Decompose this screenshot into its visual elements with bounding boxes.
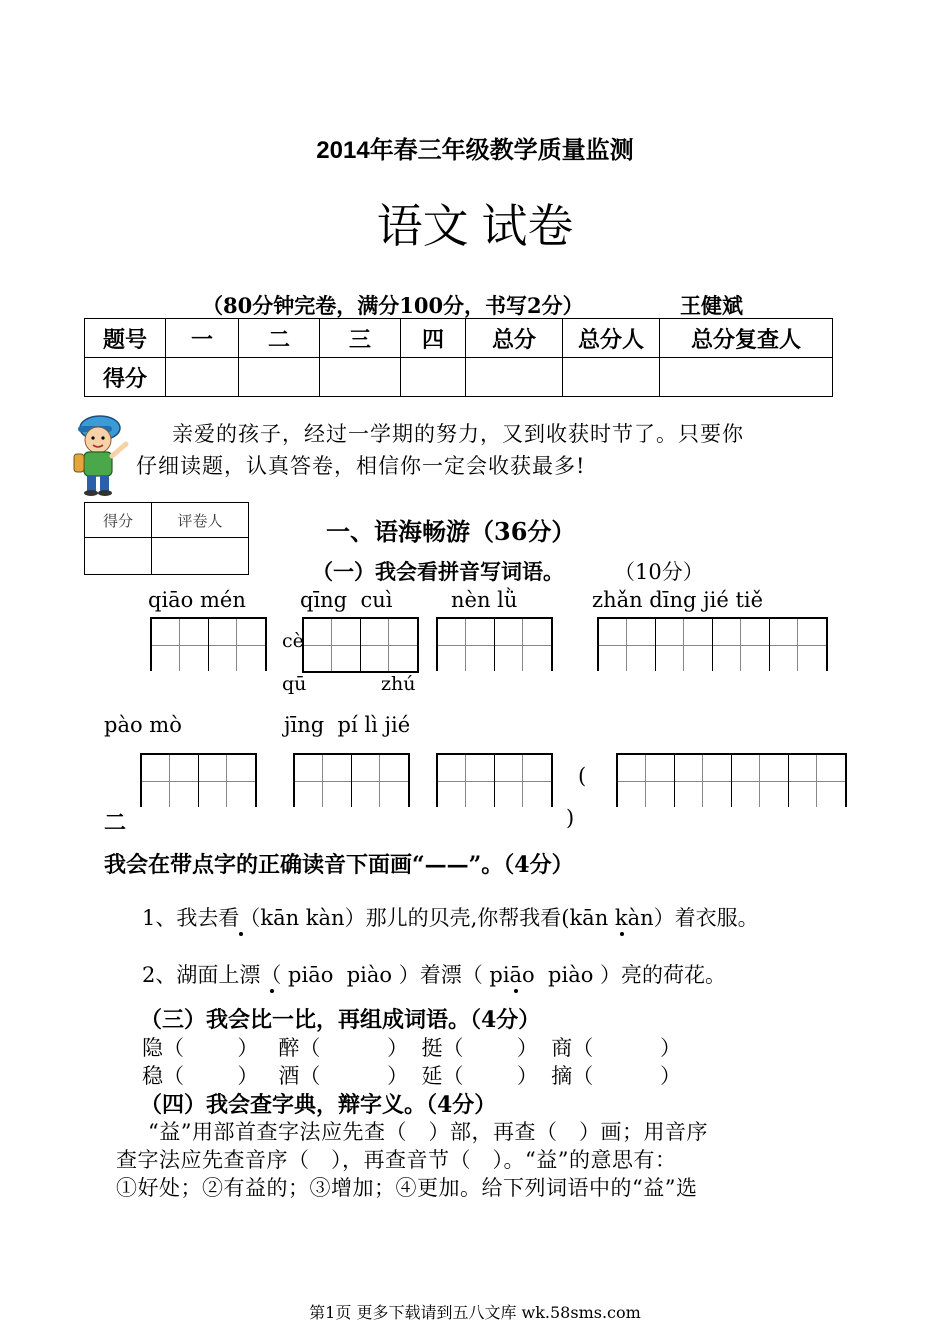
score-table-header: 题号 bbox=[85, 319, 166, 358]
score-col-total: 总分 bbox=[466, 319, 563, 358]
char-box[interactable] bbox=[495, 619, 551, 671]
answer-boxes-zhan-ding-jie-tie[interactable] bbox=[597, 617, 828, 671]
intro-line-2: 仔细读题，认真答卷，相信你一定会收获最多! bbox=[136, 454, 586, 478]
answer-boxes-qiao-men[interactable] bbox=[150, 617, 267, 671]
char-box[interactable] bbox=[352, 755, 408, 807]
char-box[interactable] bbox=[438, 755, 495, 807]
boy-mascot-illustration bbox=[66, 410, 136, 496]
part-2-title: 我会在带点字的正确读音下面画“——”。（4分） bbox=[104, 852, 574, 878]
score-table bbox=[84, 318, 833, 397]
char-box[interactable] bbox=[142, 755, 199, 807]
char-box[interactable] bbox=[713, 619, 770, 671]
answer-boxes-qing-cui[interactable] bbox=[302, 617, 419, 673]
pinyin-zhu: zhú bbox=[381, 673, 416, 695]
score-cell[interactable] bbox=[660, 358, 833, 397]
score-cell[interactable] bbox=[466, 358, 563, 397]
question-2-1: 1、我去看（kān kàn）那儿的贝壳,你帮我看(kān kàn）着衣服。 bbox=[142, 906, 759, 930]
score-cell[interactable] bbox=[563, 358, 660, 397]
char-box[interactable] bbox=[304, 619, 361, 671]
score-row-label: 得分 bbox=[85, 358, 166, 397]
char-box[interactable] bbox=[789, 755, 845, 807]
char-box[interactable] bbox=[770, 619, 826, 671]
intro-line-1: 亲爱的孩子，经过一学期的努力，又到收获时节了。只要你 bbox=[172, 422, 744, 446]
pinyin-pao-mo: pào mò bbox=[104, 713, 182, 737]
part-4-line-2: 查字法应先查音序（ ），再查音节（ ）。“益”的意思有： bbox=[116, 1148, 677, 1172]
score-col-1: 一 bbox=[166, 319, 239, 358]
answer-boxes-nen-lv[interactable] bbox=[436, 617, 553, 671]
char-box[interactable] bbox=[618, 755, 675, 807]
question-2-2: 2、湖面上漂（ piāo piào ）着漂（ piāo piào ）亮的荷花。 bbox=[142, 963, 727, 987]
pinyin-zhan-ding-jie-tie: zhǎn dīng jié tiě bbox=[592, 588, 764, 612]
grader-name-cell[interactable] bbox=[152, 538, 249, 575]
score-col-2: 二 bbox=[239, 319, 320, 358]
char-box[interactable] bbox=[675, 755, 732, 807]
score-cell[interactable] bbox=[320, 358, 401, 397]
answer-boxes-pi[interactable] bbox=[436, 753, 553, 807]
grader-name-label: 评卷人 bbox=[152, 503, 249, 538]
char-box[interactable] bbox=[599, 619, 656, 671]
grader-score-label: 得分 bbox=[85, 503, 152, 538]
char-box[interactable] bbox=[495, 755, 551, 807]
char-box[interactable] bbox=[656, 619, 713, 671]
pinyin-qing-cui: qīng cuì bbox=[300, 588, 393, 612]
char-box[interactable] bbox=[152, 619, 209, 671]
answer-boxes-li-jie[interactable] bbox=[616, 753, 847, 807]
pinyin-ce: cè bbox=[282, 630, 304, 652]
score-col-reviewer: 总分复查人 bbox=[660, 319, 833, 358]
char-box[interactable] bbox=[209, 619, 265, 671]
grader-box bbox=[84, 502, 249, 575]
score-col-4: 四 bbox=[401, 319, 466, 358]
part-1-title: （一）我会看拼音写词语。 bbox=[312, 559, 564, 584]
answer-boxes-jing[interactable] bbox=[293, 753, 410, 807]
char-box[interactable] bbox=[295, 755, 352, 807]
part-1-points: （10分） bbox=[614, 560, 704, 584]
part-4-line-3: ①好处；②有益的；③增加；④更加。给下列词语中的“益”选 bbox=[116, 1176, 698, 1200]
part-4-line-1: “益”用部首查字法应先查（ ）部，再查（ ）画；用音序 bbox=[148, 1120, 709, 1144]
char-box[interactable] bbox=[361, 619, 417, 671]
subject-title: 语文 试卷 bbox=[376, 200, 574, 252]
score-col-3: 三 bbox=[320, 319, 401, 358]
pinyin-qiao-men: qiāo mén bbox=[148, 588, 246, 612]
paren-open: ( bbox=[578, 764, 587, 788]
paren-close: ) bbox=[566, 806, 575, 830]
part-3-row-2: 稳（ ） 酒（ ） 延（ ） 摘（ ） bbox=[142, 1064, 682, 1088]
char-box[interactable] bbox=[732, 755, 789, 807]
score-cell[interactable] bbox=[401, 358, 466, 397]
part-4-title: （四）我会查字典，辩字义。（4分） bbox=[140, 1092, 497, 1118]
grader-score-cell[interactable] bbox=[85, 538, 152, 575]
score-cell[interactable] bbox=[166, 358, 239, 397]
answer-boxes-pao-mo[interactable] bbox=[140, 753, 257, 807]
section-1-title: 一、语海畅游（36分） bbox=[326, 517, 576, 546]
char-box[interactable] bbox=[199, 755, 255, 807]
part-3-row-1: 隐（ ） 醉（ ） 挺（ ） 商（ ） bbox=[142, 1036, 682, 1060]
score-col-scorer: 总分人 bbox=[563, 319, 660, 358]
exam-title: 2014年春三年级教学质量监测 bbox=[316, 137, 634, 164]
emphasis-dot bbox=[270, 989, 274, 993]
part-3-title: （三）我会比一比，再组成词语。（4分） bbox=[140, 1007, 541, 1033]
exam-info: （80分钟完卷，满分100分，书写2分） bbox=[202, 293, 584, 318]
page-footer: 第1页 更多下载请到五八文库 wk.58sms.com bbox=[309, 1303, 641, 1322]
emphasis-dot bbox=[514, 989, 518, 993]
author-name: 王健斌 bbox=[680, 293, 743, 318]
score-cell[interactable] bbox=[239, 358, 320, 397]
pinyin-nen-lv: nèn lǜ bbox=[451, 588, 518, 612]
part-2-number: 二 bbox=[104, 810, 127, 836]
emphasis-dot bbox=[620, 932, 624, 936]
pinyin-jing-pi-li-jie: jīng pí lì jié bbox=[284, 713, 411, 737]
pinyin-qu: qū bbox=[282, 673, 307, 695]
emphasis-dot bbox=[239, 932, 243, 936]
char-box[interactable] bbox=[438, 619, 495, 671]
